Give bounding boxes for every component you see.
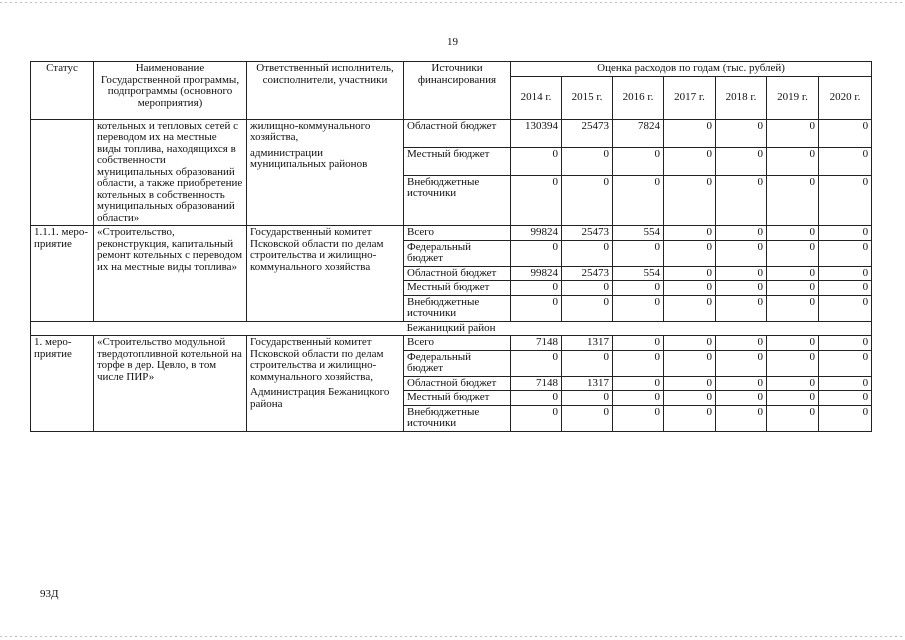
expense-value-cell: 0: [716, 295, 767, 321]
expense-value-cell: 99824: [511, 266, 562, 281]
table-body: [31, 119, 872, 431]
funding-source-cell: Внебюджетные источники: [404, 295, 511, 321]
expense-value-cell: 0: [716, 336, 767, 351]
expense-value-cell: 1317: [562, 336, 613, 351]
expense-value-cell: 0: [664, 391, 716, 406]
expense-value-cell: 0: [664, 266, 716, 281]
expense-value-cell: 0: [511, 295, 562, 321]
expense-value-cell: 0: [716, 147, 767, 175]
expense-value-cell: 0: [716, 391, 767, 406]
expense-value-cell: 0: [767, 376, 819, 391]
responsible-line: Администрация Бежаницкого района: [250, 386, 390, 410]
expense-value-cell: 554: [613, 266, 664, 281]
expense-value-cell: 0: [613, 336, 664, 351]
expense-value-cell: 0: [819, 281, 872, 296]
expense-value-cell: 1317: [562, 376, 613, 391]
expense-value-cell: 0: [716, 405, 767, 431]
status-cell: [31, 119, 94, 226]
expense-value-cell: 0: [562, 405, 613, 431]
expense-value-cell: 0: [664, 119, 716, 147]
expense-value-cell: 0: [613, 281, 664, 296]
expense-value-cell: 25473: [562, 119, 613, 147]
expense-value-cell: 0: [819, 295, 872, 321]
expense-value-cell: 7148: [511, 376, 562, 391]
program-name-cell: «Строительство модульной твердотопливной котельной на торфе в дер. Цевло, в том числе ПИР»: [94, 336, 247, 432]
funding-source-cell: Областной бюджет: [404, 119, 511, 147]
header-year: 2019 г.: [767, 76, 819, 119]
expense-value-cell: 0: [716, 226, 767, 241]
expense-value-cell: 0: [562, 295, 613, 321]
funding-source-cell: Местный бюджет: [404, 147, 511, 175]
expense-value-cell: 0: [613, 240, 664, 266]
expense-value-cell: 0: [511, 350, 562, 376]
scan-edge-bottom: [0, 636, 905, 637]
table-row: [31, 336, 872, 351]
expense-value-cell: 0: [664, 226, 716, 241]
header-year: 2014 г.: [511, 76, 562, 119]
responsible-line: Государственный комитет Псковской области по делам строительства и жилищно-коммунального хозяйства: [250, 226, 384, 273]
expense-value-cell: 0: [716, 376, 767, 391]
page-number: 19: [447, 36, 458, 48]
expense-value-cell: 0: [767, 147, 819, 175]
table-row: [31, 119, 872, 147]
expense-value-cell: 0: [767, 350, 819, 376]
expense-value-cell: 0: [562, 281, 613, 296]
header-name: Наименование Государственной программы, подпрограммы (основного мероприятия): [94, 62, 247, 120]
funding-source-cell: Федеральный бюджет: [404, 350, 511, 376]
expense-value-cell: 7824: [613, 119, 664, 147]
expense-value-cell: 0: [767, 175, 819, 225]
expense-value-cell: 0: [716, 119, 767, 147]
expense-value-cell: 0: [664, 147, 716, 175]
expense-value-cell: 0: [819, 226, 872, 241]
funding-source-cell: Всего: [404, 336, 511, 351]
expense-value-cell: 0: [716, 240, 767, 266]
expense-value-cell: 0: [562, 240, 613, 266]
expense-value-cell: 0: [562, 175, 613, 225]
expense-value-cell: 0: [716, 266, 767, 281]
expense-value-cell: 0: [767, 226, 819, 241]
table-row: [31, 226, 872, 241]
expense-value-cell: 0: [613, 295, 664, 321]
expense-value-cell: 0: [562, 147, 613, 175]
expense-value-cell: 0: [613, 175, 664, 225]
responsible-cell: [247, 336, 404, 432]
expense-value-cell: 0: [562, 391, 613, 406]
funding-source-cell: Внебюджетные источники: [404, 405, 511, 431]
expense-value-cell: 554: [613, 226, 664, 241]
expense-value-cell: 0: [819, 350, 872, 376]
document-code: 93Д: [40, 588, 59, 600]
expense-value-cell: 0: [664, 336, 716, 351]
responsible-line: жилищно-коммунального хозяйства,: [250, 119, 371, 143]
expense-value-cell: 0: [819, 405, 872, 431]
expense-value-cell: 0: [664, 376, 716, 391]
expense-value-cell: 0: [511, 147, 562, 175]
expense-value-cell: 0: [613, 405, 664, 431]
expense-value-cell: 0: [511, 405, 562, 431]
header-year: 2015 г.: [562, 76, 613, 119]
header-row: [31, 62, 872, 77]
expense-value-cell: 0: [511, 240, 562, 266]
expense-value-cell: 0: [819, 266, 872, 281]
expense-value-cell: 25473: [562, 226, 613, 241]
expense-value-cell: 0: [767, 405, 819, 431]
expense-value-cell: 0: [767, 266, 819, 281]
expense-value-cell: 0: [664, 295, 716, 321]
expense-value-cell: 0: [613, 147, 664, 175]
expense-value-cell: 0: [664, 240, 716, 266]
header-responsible: Ответственный исполнитель, соисполнители, участники: [247, 62, 404, 120]
expense-value-cell: 0: [819, 391, 872, 406]
expense-value-cell: 0: [562, 350, 613, 376]
expense-value-cell: 0: [819, 376, 872, 391]
scan-edge-top: [0, 2, 905, 3]
header-year: 2018 г.: [716, 76, 767, 119]
expense-value-cell: 0: [767, 336, 819, 351]
responsible-line: Государственный комитет Псковской области по делам строительства и жилищно-коммунального хозяйства,: [250, 336, 384, 383]
header-expenses: Оценка расходов по годам (тыс. рублей): [511, 62, 872, 77]
budget-table: [30, 61, 872, 432]
expense-value-cell: 0: [716, 350, 767, 376]
expense-value-cell: 0: [767, 119, 819, 147]
expense-value-cell: 0: [767, 295, 819, 321]
expense-value-cell: 0: [664, 175, 716, 225]
expense-value-cell: 0: [664, 350, 716, 376]
expense-value-cell: 0: [819, 240, 872, 266]
district-title: Бежаницкий район: [31, 321, 872, 336]
expense-value-cell: 0: [767, 240, 819, 266]
responsible-cell: [247, 226, 404, 322]
expense-value-cell: 0: [664, 405, 716, 431]
header-year: 2016 г.: [613, 76, 664, 119]
status-cell: 1.1.1. меро-приятие: [31, 226, 94, 322]
funding-source-cell: Всего: [404, 226, 511, 241]
funding-source-cell: Федеральный бюджет: [404, 240, 511, 266]
expense-value-cell: 0: [511, 391, 562, 406]
expense-value-cell: 0: [819, 336, 872, 351]
expense-value-cell: 25473: [562, 266, 613, 281]
responsible-line: администрации муниципальных районов: [250, 146, 368, 170]
responsible-cell: [247, 119, 404, 226]
funding-source-cell: Областной бюджет: [404, 266, 511, 281]
expense-value-cell: 0: [511, 281, 562, 296]
expense-value-cell: 0: [716, 281, 767, 296]
status-cell: 1. меро-приятие: [31, 336, 94, 432]
expense-value-cell: 99824: [511, 226, 562, 241]
program-name-cell: «Строительство, реконструкция, капитальный ремонт котельных с переводом их на местные виды топлива»: [94, 226, 247, 322]
expense-value-cell: 0: [613, 391, 664, 406]
funding-source-cell: Местный бюджет: [404, 281, 511, 296]
expense-value-cell: 130394: [511, 119, 562, 147]
expense-value-cell: 0: [613, 350, 664, 376]
expense-value-cell: 0: [819, 119, 872, 147]
expense-value-cell: 0: [613, 376, 664, 391]
header-year: 2017 г.: [664, 76, 716, 119]
district-row: [31, 321, 872, 336]
program-name-cell: котельных и тепловых сетей с переводом их на местные виды топлива, находящихся в собственности муниципальных образований области, а также приобретение котельных в собственность муниципальных образований области»: [94, 119, 247, 226]
expense-value-cell: 0: [767, 281, 819, 296]
expense-value-cell: 0: [819, 175, 872, 225]
expense-value-cell: 7148: [511, 336, 562, 351]
header-status: Статус: [31, 62, 94, 120]
funding-source-cell: Внебюджетные источники: [404, 175, 511, 225]
expense-value-cell: 0: [767, 391, 819, 406]
funding-source-cell: Областной бюджет: [404, 376, 511, 391]
header-sources: Источники финансирования: [404, 62, 511, 120]
funding-source-cell: Местный бюджет: [404, 391, 511, 406]
expense-value-cell: 0: [819, 147, 872, 175]
expense-value-cell: 0: [664, 281, 716, 296]
header-year: 2020 г.: [819, 76, 872, 119]
expense-value-cell: 0: [716, 175, 767, 225]
expense-value-cell: 0: [511, 175, 562, 225]
